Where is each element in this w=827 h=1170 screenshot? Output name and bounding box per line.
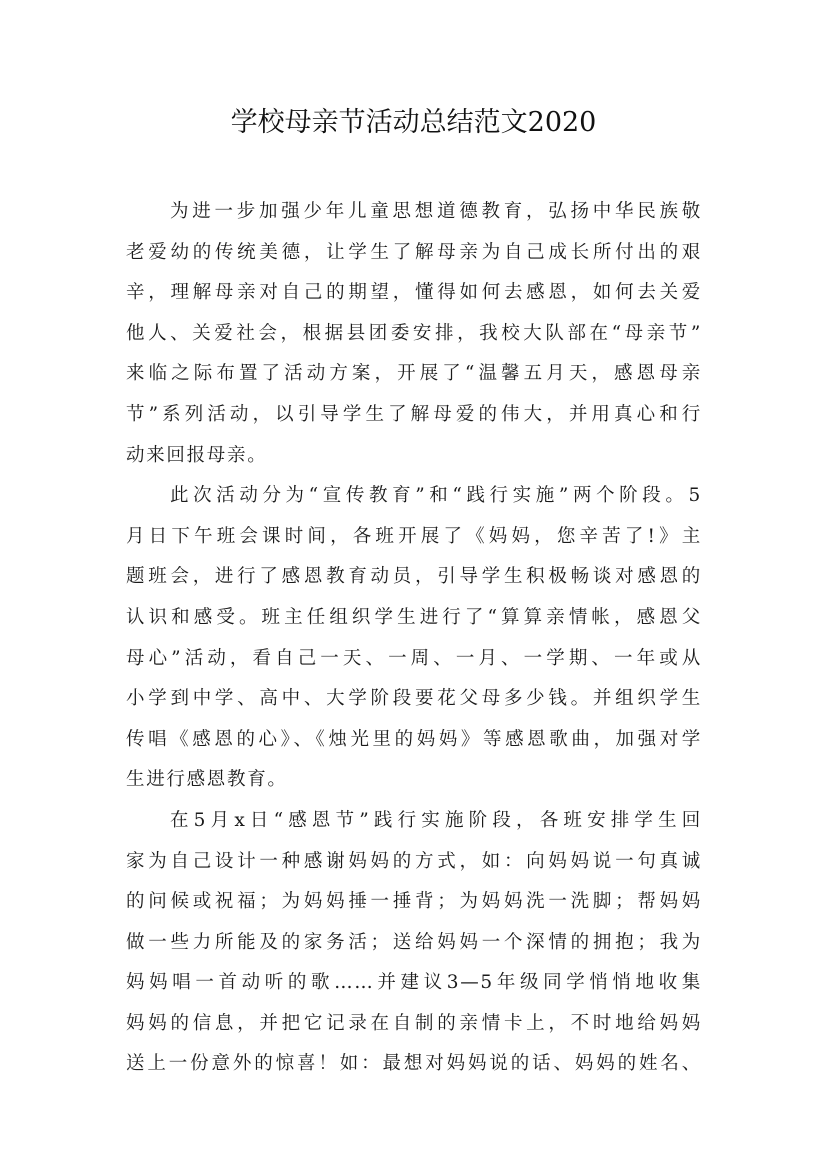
text-line: 妈妈唱一首动听的歌……并建议3—5年级同学悄悄地收集 xyxy=(126,972,702,994)
text-line: 母心”活动，看自己一天、一周、一月、一学期、一年或从 xyxy=(126,647,702,669)
text-line: 辛，理解母亲对自己的期望，懂得如何去感恩，如何去关爱 xyxy=(126,282,702,304)
text-line: 月日下午班会课时间，各班开展了《妈妈，您辛苦了!》主 xyxy=(126,525,702,547)
text-line: 来临之际布置了活动方案，开展了“温馨五月天，感恩母亲 xyxy=(126,363,702,385)
paragraph xyxy=(126,192,702,476)
text-line: 小学到中学、高中、大学阶段要花父母多少钱。并组织学生 xyxy=(126,688,702,710)
text-line: 老爱幼的传统美德，让学生了解母亲为自己成长所付出的艰 xyxy=(126,241,702,263)
text-line: 认识和感受。班主任组织学生进行了“算算亲情帐，感恩父 xyxy=(126,606,702,628)
text-line: 传唱《感恩的心》、《烛光里的妈妈》等感恩歌曲，加强对学 xyxy=(126,728,702,750)
text-line: 动来回报母亲。 xyxy=(126,444,268,466)
paragraph xyxy=(126,801,702,1085)
text-line: 做一些力所能及的家务活；送给妈妈一个深情的拥抱；我为 xyxy=(126,931,702,953)
text-line: 在5月x日“感恩节”践行实施阶段，各班安排学生回 xyxy=(170,809,702,831)
text-line: 他人、关爱社会，根据县团委安排，我校大队部在“母亲节” xyxy=(126,322,702,344)
paragraph xyxy=(126,476,702,801)
text-line: 题班会，进行了感恩教育动员，引导学生积极畅谈对感恩的 xyxy=(126,566,702,588)
text-line: 送上一份意外的惊喜！如：最想对妈妈说的话、妈妈的姓名、 xyxy=(126,1053,702,1075)
text-line: 生进行感恩教育。 xyxy=(126,769,288,791)
document-title: 学校母亲节活动总结范文2020 xyxy=(230,107,597,138)
text-line: 的问候或祝福；为妈妈捶一捶背；为妈妈洗一洗脚；帮妈妈 xyxy=(126,891,702,913)
text-line: 此次活动分为“宣传教育”和“践行实施”两个阶段。5 xyxy=(170,485,702,507)
text-line: 家为自己设计一种感谢妈妈的方式，如：向妈妈说一句真诚 xyxy=(126,850,702,872)
document-body xyxy=(126,192,702,1085)
text-line: 妈妈的信息，并把它记录在自制的亲情卡上，不时地给妈妈 xyxy=(126,1012,702,1034)
text-line: 节”系列活动，以引导学生了解母爱的伟大，并用真心和行 xyxy=(126,403,702,425)
text-line: 为进一步加强少年儿童思想道德教育，弘扬中华民族敬 xyxy=(170,201,702,222)
